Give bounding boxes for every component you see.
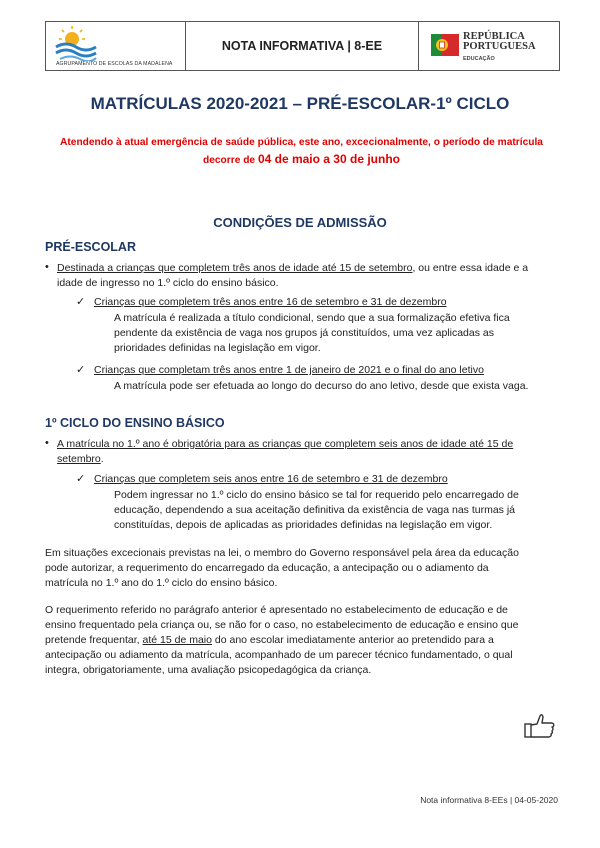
- school-logo-box: [46, 22, 186, 70]
- first-cycle-bullet: A matrícula no 1.º ano é obrigatória para as crianças que completem seis anos de idade até 15 de setembro.: [57, 438, 514, 465]
- check-symbol: ✓: [76, 364, 86, 376]
- para2-l2: ensino frequentado pela criança ou, se não for o caso, no estabelecimento de educação e ensino que: [45, 619, 519, 631]
- notice-line1: Atendendo à atual emergência de saúde pública, este ano, excecionalmente, o período de matrícula: [60, 137, 543, 148]
- pre-school-sub1-label-text: Crianças que completem três anos entre 16 de setembro e 31 de dezembro: [94, 296, 447, 308]
- para2-l1: O requerimento referido no parágrafo anterior é apresentado no estabelecimento de educação e de: [45, 604, 508, 616]
- school-name: AGRUPAMENTO DE ESCOLAS DA MADALENA: [56, 61, 173, 67]
- para2-l3b: do ano escolar imediatamente anterior ao pretendido para a: [211, 634, 494, 646]
- bullet-symbol: •: [45, 261, 49, 273]
- first-cycle-bullet-l1: A matrícula no 1.º ano é obrigatória para as crianças que completem seis anos de idade até 15 de: [57, 438, 514, 450]
- first-cycle-sub1-label: [94, 472, 557, 487]
- bullet-symbol: •: [45, 437, 49, 449]
- pre-school-sub1-text: [114, 311, 557, 356]
- para2-l4: antecipação ou adiamento da matrícula, acompanhado de um parecer técnico fundamentado, o qual: [45, 649, 513, 661]
- pre-school-sub1-l3: prioridades definidas na legislação em vigor.: [114, 342, 321, 354]
- notice-prefix: decorre de: [203, 155, 258, 166]
- pre-school-sub2-label-text: Crianças que completam três anos entre 1 de janeiro de 2021 e o final do ano letivo: [94, 364, 484, 376]
- paragraph-exceptions: [45, 546, 557, 591]
- pre-school-sub1-l1: A matrícula é realizada a título condicional, sendo que a sua formalização efetiva fica: [114, 312, 510, 324]
- pre-school-heading: PRÉ-ESCOLAR: [45, 240, 136, 254]
- school-logo-icon: [54, 25, 98, 61]
- doc-title: NOTA INFORMATIVA | 8-EE: [186, 22, 419, 70]
- document-header: [45, 21, 560, 71]
- republic-dept: EDUCAÇÃO: [463, 56, 495, 62]
- pre-school-sub1-l2: pendente da existência de vaga nos grupos já constituídos, uma vez aplicadas as: [114, 327, 494, 339]
- conditions-heading: CONDIÇÕES DE ADMISSÃO: [213, 215, 387, 230]
- first-cycle-sub1-l2: educação, dependendo a sua aceitação definitiva da existência de vaga nas turmas já: [114, 504, 516, 516]
- para1-l2: pode autorizar, a requerimento do encarregado da educação, a antecipação ou o adiamento da: [45, 562, 489, 574]
- first-cycle-sub1-text: [114, 488, 557, 533]
- portugal-emblem-icon: [431, 32, 459, 58]
- pre-school-bullet-underlined: Destinada a crianças que completem três anos de idade até 15 de setembro: [57, 262, 413, 274]
- para1-l1: Em situações excecionais previstas na lei, o membro do Governo responsável pela área da educação: [45, 547, 519, 559]
- republic-line1: REPÚBLICA: [463, 31, 525, 42]
- para2-l3a: pretende frequentar,: [45, 634, 143, 646]
- republic-line2: PORTUGUESA: [463, 41, 536, 52]
- first-cycle-sub1-label-text: Crianças que completem seis anos entre 16 de setembro e 31 de dezembro: [94, 473, 448, 485]
- pre-school-bullet: [57, 261, 557, 291]
- republic-logo-box: [419, 22, 559, 70]
- page-footer: Nota informativa 8-EEs | 04-05-2020: [420, 795, 558, 805]
- para2-l5: integra, obrigatoriamente, uma avaliação psicopedagógica da criança.: [45, 664, 372, 676]
- pre-school-sub1-label: [94, 295, 557, 310]
- pre-school-sub2-text: A matrícula pode ser efetuada ao longo do decurso do ano letivo, desde que exista vaga.: [114, 380, 529, 392]
- check-symbol: ✓: [76, 296, 86, 308]
- first-cycle-sub1-l3: constituídas, depois de aplicadas as prioridades definidas na legislação em vigor.: [114, 519, 493, 531]
- notice-dates: 04 de maio a 30 de junho: [257, 152, 400, 166]
- pre-school-sub2-label: [94, 363, 557, 378]
- para1-l3: matrícula no 1.º ano do 1.º ciclo do ensino básico.: [45, 577, 278, 589]
- first-cycle-sub1-l1: Podem ingressar no 1.º ciclo do ensino básico se tal for requerido pelo encarregado de: [114, 489, 519, 501]
- thumbs-up-icon: [524, 712, 556, 740]
- notice-line2: [45, 151, 558, 169]
- notice-text: [45, 134, 558, 169]
- pre-school-bullet-rest2: idade de ingresso no 1.º ciclo do ensino básico.: [57, 277, 279, 289]
- page-title: MATRÍCULAS 2020-2021 – PRÉ-ESCOLAR-1º CICLO: [90, 94, 510, 113]
- first-cycle-heading: 1º CICLO DO ENSINO BÁSICO: [45, 416, 225, 430]
- pre-school-bullet-rest1: , ou entre essa idade e a: [412, 262, 529, 274]
- first-cycle-bullet-l2: setembro: [57, 453, 101, 465]
- check-symbol: ✓: [76, 473, 86, 485]
- para2-l3-deadline: até 15 de maio: [142, 634, 212, 646]
- paragraph-request: [45, 603, 557, 678]
